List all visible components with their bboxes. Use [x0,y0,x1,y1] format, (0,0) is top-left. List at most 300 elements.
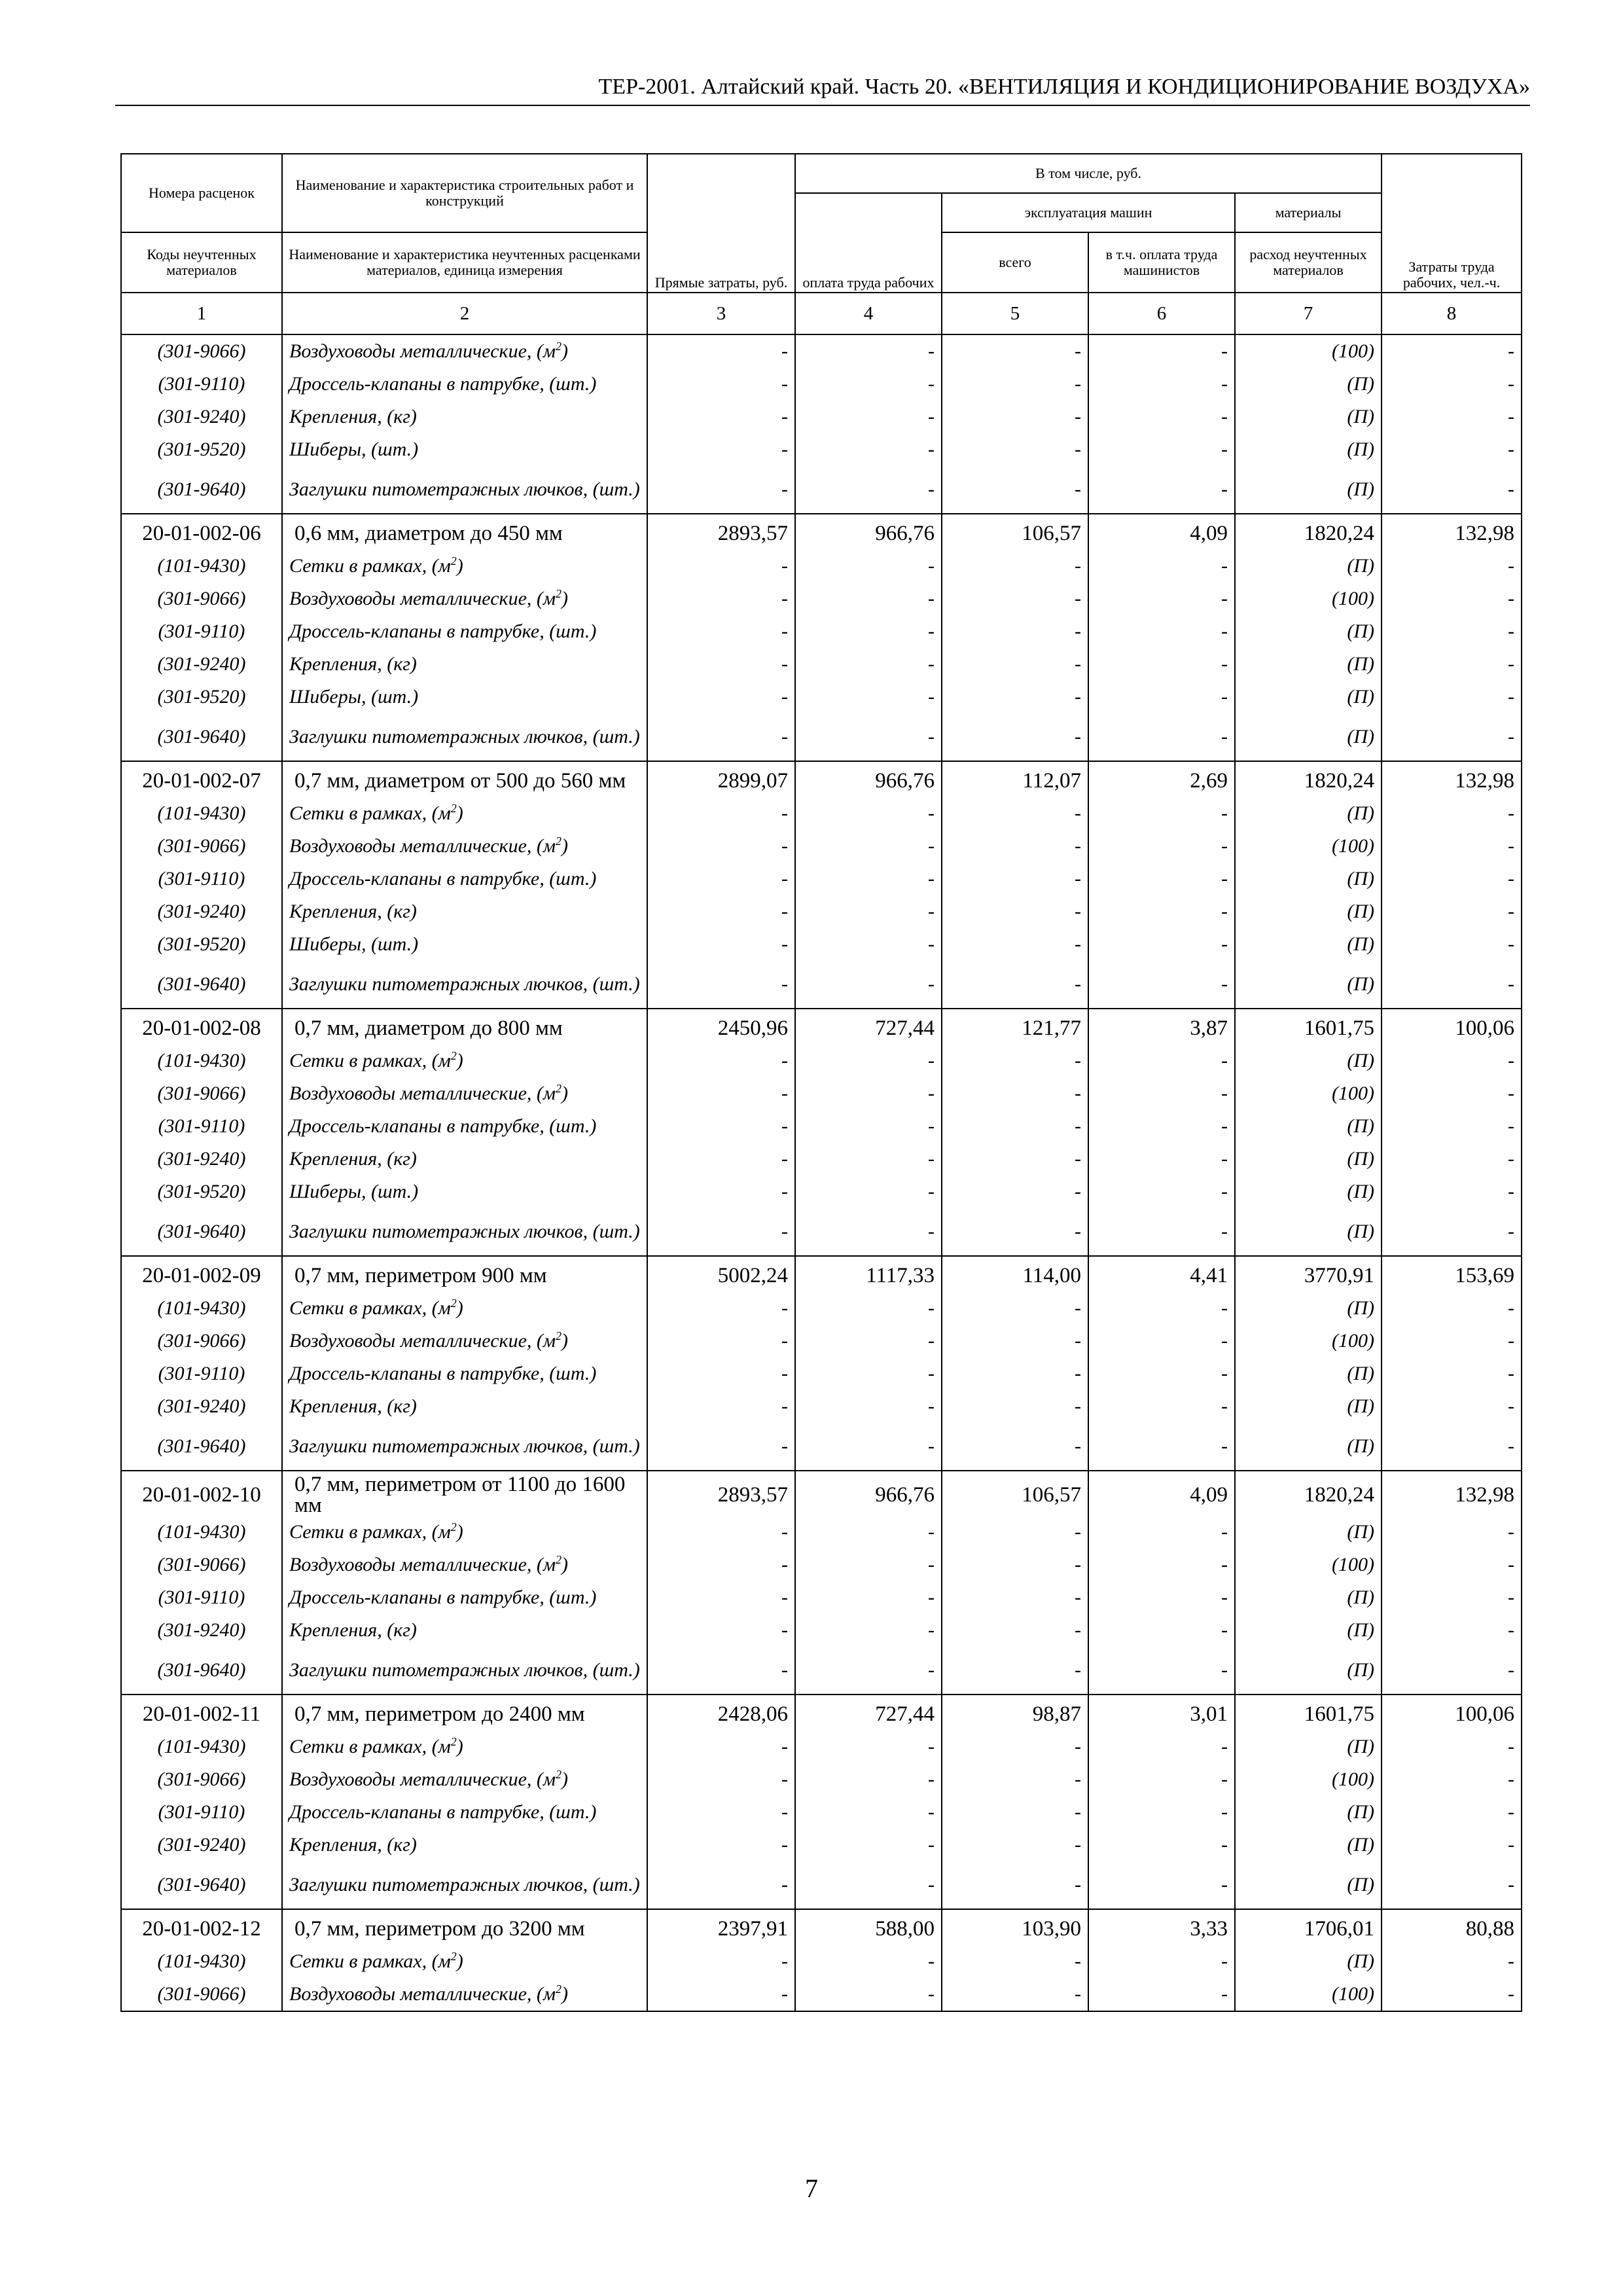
material-machinist-pay-cell: - [1088,1796,1235,1829]
material-materials-cell: (П) [1235,1143,1382,1175]
material-rate-code-cell: (101-9430) [121,550,282,583]
material-materials-cell: (П) [1235,1175,1382,1208]
material-materials-cell: (П) [1235,713,1382,761]
rate-materials-cell: 1601,75 [1235,1695,1382,1731]
material-direct-costs-cell: - [647,615,795,648]
material-name-cell: Дроссель-клапаны в патрубке, (шт.) [282,1357,647,1390]
running-header: ТЕР-2001. Алтайский край. Часть 20. «ВЕНТИЛЯЦИЯ И КОНДИЦИОНИРОВАНИЕ ВОЗДУХА» [598,75,1530,99]
material-row [121,1763,1522,1796]
material-row [121,1581,1522,1614]
material-machinist-pay-cell: - [1088,797,1235,830]
material-name-text: Воздуховоды металлические, (м [289,835,556,857]
material-labor-pay-cell: - [795,550,942,583]
material-name-text: Воздуховоды металлические, (м [289,1554,556,1575]
material-row [121,1292,1522,1325]
material-machines-total-cell: - [942,1175,1088,1208]
material-rate-code-cell: (301-9240) [121,1829,282,1861]
material-direct-costs-cell: - [647,433,795,466]
material-labor-hours-cell: - [1382,583,1522,615]
material-labor-hours-cell: - [1382,1647,1522,1695]
material-labor-pay-cell: - [795,1110,942,1143]
rate-labor-hours-cell: 132,98 [1382,761,1522,797]
material-row [121,1978,1522,2011]
material-labor-hours-cell: - [1382,1077,1522,1110]
material-labor-hours-cell: - [1382,1208,1522,1256]
material-machinist-pay-cell: - [1088,550,1235,583]
material-rate-code-cell: (301-9110) [121,1796,282,1829]
material-machines-total-cell: - [942,1829,1088,1861]
material-materials-cell: (П) [1235,1861,1382,1909]
material-name-cell: Дроссель-клапаны в патрубке, (шт.) [282,1110,647,1143]
material-labor-pay-cell: - [795,334,942,368]
material-direct-costs-cell: - [647,1763,795,1796]
rate-machines-total-cell: 112,07 [942,761,1088,797]
material-machines-total-cell: - [942,1325,1088,1357]
material-name-end: ) [456,1950,463,1972]
material-row [121,1045,1522,1077]
material-direct-costs-cell: - [647,368,795,401]
material-materials-cell: (П) [1235,681,1382,713]
material-direct-costs-cell: - [647,928,795,961]
material-labor-hours-cell: - [1382,1796,1522,1829]
material-labor-hours-cell: - [1382,1614,1522,1647]
column-number: 2 [282,293,647,334]
material-name-cell: Заглушки питометражных лючков, (шт.) [282,1423,647,1471]
material-name-cell [282,1763,647,1796]
material-labor-hours-cell: - [1382,863,1522,895]
material-row [121,1390,1522,1423]
material-labor-hours-cell: - [1382,1861,1522,1909]
material-materials-cell: (П) [1235,1357,1382,1390]
rate-labor-hours-cell: 100,06 [1382,1009,1522,1045]
material-row [121,797,1522,830]
material-labor-pay-cell: - [795,713,942,761]
material-rate-code-cell: (301-9640) [121,961,282,1009]
material-row [121,1357,1522,1390]
material-machines-total-cell: - [942,550,1088,583]
material-labor-pay-cell: - [795,1796,942,1829]
rate-machinist-pay-cell: 4,09 [1088,514,1235,550]
column-number: 5 [942,293,1088,334]
material-row [121,334,1522,368]
rate-labor-hours-cell: 100,06 [1382,1695,1522,1731]
rate-machines-total-cell: 106,57 [942,1471,1088,1516]
material-labor-pay-cell: - [795,1731,942,1763]
material-labor-pay-cell: - [795,1614,942,1647]
material-direct-costs-cell: - [647,1614,795,1647]
material-labor-pay-cell: - [795,1945,942,1978]
rate-machines-total-cell: 98,87 [942,1695,1088,1731]
material-materials-cell: (100) [1235,1978,1382,2011]
material-materials-cell: (П) [1235,863,1382,895]
material-machinist-pay-cell: - [1088,1647,1235,1695]
header-in-total: В том числе, руб. [795,154,1382,193]
header-machines: эксплуатация машин [942,193,1235,232]
material-name-cell: Шиберы, (шт.) [282,433,647,466]
material-row [121,1614,1522,1647]
material-direct-costs-cell: - [647,681,795,713]
header-rule [115,105,1530,106]
material-machinist-pay-cell: - [1088,1978,1235,2011]
material-name-cell [282,1731,647,1763]
unit-exponent: 2 [556,1553,562,1566]
material-name-end: ) [456,802,463,824]
material-name-end: ) [562,1330,569,1352]
rate-labor-hours-cell: 80,88 [1382,1909,1522,1945]
material-machines-total-cell: - [942,1077,1088,1110]
material-rate-code-cell: (301-9640) [121,1647,282,1695]
material-materials-cell: (П) [1235,1829,1382,1861]
material-machines-total-cell: - [942,961,1088,1009]
material-materials-cell: (П) [1235,1516,1382,1549]
material-labor-hours-cell: - [1382,1516,1522,1549]
material-rate-code-cell: (301-9520) [121,681,282,713]
material-name-cell: Крепления, (кг) [282,1829,647,1861]
unit-exponent: 2 [556,1082,562,1095]
material-direct-costs-cell: - [647,863,795,895]
material-row [121,830,1522,863]
material-machines-total-cell: - [942,401,1088,433]
material-machinist-pay-cell: - [1088,1829,1235,1861]
rate-direct-costs-cell: 5002,24 [647,1256,795,1292]
material-direct-costs-cell: - [647,1978,795,2011]
material-name-text: Воздуховоды металлические, (м [289,1768,556,1790]
material-machines-total-cell: - [942,1861,1088,1909]
material-rate-code-cell: (301-9240) [121,648,282,681]
rate-name-cell: 0,7 мм, диаметром от 500 до 560 мм [282,761,647,797]
material-name-end: ) [456,1736,463,1757]
header-work-name: Наименование и характеристика строительных работ и конструкций [282,154,647,232]
material-materials-cell: (П) [1235,1581,1382,1614]
material-rate-code-cell: (301-9066) [121,830,282,863]
material-labor-pay-cell: - [795,1647,942,1695]
rate-machines-total-cell: 103,90 [942,1909,1088,1945]
material-direct-costs-cell: - [647,713,795,761]
material-machines-total-cell: - [942,583,1088,615]
material-rate-code-cell: (301-9240) [121,1614,282,1647]
material-direct-costs-cell: - [647,1077,795,1110]
material-labor-pay-cell: - [795,401,942,433]
material-machinist-pay-cell: - [1088,1390,1235,1423]
material-machinist-pay-cell: - [1088,1077,1235,1110]
rate-name-cell: 0,7 мм, периметром от 1100 до 1600 мм [282,1471,647,1516]
material-name-text: Сетки в рамках, (м [289,555,451,577]
unit-exponent: 2 [556,340,562,353]
material-machines-total-cell: - [942,1763,1088,1796]
material-row [121,895,1522,928]
material-name-text: Сетки в рамках, (м [289,802,451,824]
material-name-cell: Заглушки питометражных лючков, (шт.) [282,1861,647,1909]
material-labor-pay-cell: - [795,1390,942,1423]
material-direct-costs-cell: - [647,1292,795,1325]
material-machinist-pay-cell: - [1088,1423,1235,1471]
material-rate-code-cell: (301-9520) [121,433,282,466]
material-machinist-pay-cell: - [1088,681,1235,713]
material-row [121,1077,1522,1110]
material-machinist-pay-cell: - [1088,1861,1235,1909]
material-machinist-pay-cell: - [1088,648,1235,681]
unit-exponent: 2 [450,802,457,815]
material-machinist-pay-cell: - [1088,1516,1235,1549]
material-materials-cell: (П) [1235,466,1382,514]
material-rate-code-cell: (301-9110) [121,368,282,401]
material-labor-pay-cell: - [795,1763,942,1796]
material-machinist-pay-cell: - [1088,1357,1235,1390]
material-name-cell [282,550,647,583]
material-machines-total-cell: - [942,1978,1088,2011]
material-materials-cell: (П) [1235,961,1382,1009]
rate-row [121,1009,1522,1045]
rate-direct-costs-cell: 2397,91 [647,1909,795,1945]
rate-labor-pay-cell: 588,00 [795,1909,942,1945]
material-machinist-pay-cell: - [1088,466,1235,514]
material-machines-total-cell: - [942,1516,1088,1549]
material-labor-pay-cell: - [795,1516,942,1549]
material-labor-hours-cell: - [1382,1549,1522,1581]
header-unaccounted-materials: расход неучтенных материалов [1235,232,1382,293]
material-name-text: Воздуховоды металлические, (м [289,1083,556,1104]
unit-exponent: 2 [450,1049,457,1062]
material-rate-code-cell: (301-9640) [121,466,282,514]
material-machinist-pay-cell: - [1088,1143,1235,1175]
material-labor-hours-cell: - [1382,615,1522,648]
unit-exponent: 2 [450,1297,457,1310]
material-name-cell: Крепления, (кг) [282,648,647,681]
rate-row [121,1695,1522,1731]
material-direct-costs-cell: - [647,1423,795,1471]
material-machinist-pay-cell: - [1088,713,1235,761]
unit-exponent: 2 [556,834,562,848]
material-direct-costs-cell: - [647,1731,795,1763]
unit-exponent: 2 [450,554,457,567]
material-materials-cell: (П) [1235,797,1382,830]
material-name-text: Сетки в рамках, (м [289,1736,451,1757]
material-labor-hours-cell: - [1382,1581,1522,1614]
material-row [121,1796,1522,1829]
rate-direct-costs-cell: 2450,96 [647,1009,795,1045]
material-labor-pay-cell: - [795,1325,942,1357]
material-machines-total-cell: - [942,334,1088,368]
material-direct-costs-cell: - [647,1516,795,1549]
material-direct-costs-cell: - [647,961,795,1009]
material-row [121,648,1522,681]
material-name-cell [282,1325,647,1357]
material-rate-code-cell: (101-9430) [121,1045,282,1077]
material-labor-pay-cell: - [795,466,942,514]
material-row [121,550,1522,583]
material-rate-code-cell: (301-9240) [121,895,282,928]
header-labor-hours: Затраты труда рабочих, чел.-ч. [1382,154,1522,293]
material-rate-code-cell: (301-9520) [121,1175,282,1208]
material-rate-code-cell: (301-9640) [121,1423,282,1471]
header-materials: материалы [1235,193,1382,232]
material-name-cell [282,1549,647,1581]
material-rate-code-cell: (301-9110) [121,615,282,648]
material-machinist-pay-cell: - [1088,1763,1235,1796]
material-name-end: ) [456,1050,463,1071]
material-machinist-pay-cell: - [1088,1581,1235,1614]
material-machines-total-cell: - [942,1390,1088,1423]
material-labor-pay-cell: - [795,961,942,1009]
material-labor-pay-cell: - [795,830,942,863]
material-name-end: ) [562,340,569,362]
material-row [121,1647,1522,1695]
rate-rate-code-cell: 20-01-002-09 [121,1256,282,1292]
material-rate-code-cell: (101-9430) [121,797,282,830]
material-materials-cell: (П) [1235,368,1382,401]
column-number: 3 [647,293,795,334]
material-materials-cell: (П) [1235,1614,1382,1647]
material-machinist-pay-cell: - [1088,895,1235,928]
material-name-cell [282,1292,647,1325]
material-rate-code-cell: (301-9110) [121,1581,282,1614]
material-rate-code-cell: (301-9066) [121,1978,282,2011]
unit-exponent: 2 [556,1768,562,1781]
material-machinist-pay-cell: - [1088,401,1235,433]
rate-machinist-pay-cell: 3,01 [1088,1695,1235,1731]
material-row [121,1945,1522,1978]
material-machines-total-cell: - [942,1292,1088,1325]
material-materials-cell: (П) [1235,895,1382,928]
column-number: 6 [1088,293,1235,334]
header-material-codes: Коды неучтенных материалов [121,232,282,293]
material-name-end: ) [562,1083,569,1104]
material-rate-code-cell: (301-9520) [121,928,282,961]
material-rate-code-cell: (301-9110) [121,1110,282,1143]
material-materials-cell: (100) [1235,1763,1382,1796]
material-direct-costs-cell: - [647,797,795,830]
material-labor-hours-cell: - [1382,1292,1522,1325]
material-direct-costs-cell: - [647,1143,795,1175]
material-machines-total-cell: - [942,1731,1088,1763]
material-direct-costs-cell: - [647,1110,795,1143]
material-name-cell: Крепления, (кг) [282,1390,647,1423]
material-machinist-pay-cell: - [1088,1945,1235,1978]
material-name-cell: Крепления, (кг) [282,1143,647,1175]
material-labor-hours-cell: - [1382,1763,1522,1796]
material-row [121,433,1522,466]
material-name-cell [282,1077,647,1110]
material-machinist-pay-cell: - [1088,928,1235,961]
material-labor-pay-cell: - [795,648,942,681]
material-name-cell: Дроссель-клапаны в патрубке, (шт.) [282,615,647,648]
rate-machines-total-cell: 106,57 [942,514,1088,550]
material-machines-total-cell: - [942,1614,1088,1647]
material-machinist-pay-cell: - [1088,1110,1235,1143]
material-labor-hours-cell: - [1382,466,1522,514]
material-direct-costs-cell: - [647,648,795,681]
material-name-text: Воздуховоды металлические, (м [289,1330,556,1352]
material-row [121,1325,1522,1357]
material-name-text: Воздуховоды металлические, (м [289,588,556,609]
rate-rate-code-cell: 20-01-002-10 [121,1471,282,1516]
material-machinist-pay-cell: - [1088,1614,1235,1647]
material-name-end: ) [562,1983,569,2005]
header-direct-costs: Прямые затраты, руб. [647,154,795,293]
material-machinist-pay-cell: - [1088,1175,1235,1208]
material-labor-pay-cell: - [795,1978,942,2011]
rate-direct-costs-cell: 2428,06 [647,1695,795,1731]
material-labor-hours-cell: - [1382,1731,1522,1763]
rate-rate-code-cell: 20-01-002-07 [121,761,282,797]
rate-labor-pay-cell: 727,44 [795,1695,942,1731]
material-labor-pay-cell: - [795,797,942,830]
material-labor-pay-cell: - [795,1175,942,1208]
unit-exponent: 2 [556,1982,562,1996]
unit-exponent: 2 [556,1329,562,1342]
material-direct-costs-cell: - [647,1175,795,1208]
rate-name-cell: 0,7 мм, периметром до 2400 мм [282,1695,647,1731]
material-materials-cell: (100) [1235,334,1382,368]
material-name-end: ) [562,1768,569,1790]
rate-labor-pay-cell: 1117,33 [795,1256,942,1292]
material-labor-hours-cell: - [1382,1423,1522,1471]
material-rate-code-cell: (301-9240) [121,401,282,433]
material-machinist-pay-cell: - [1088,583,1235,615]
column-number: 7 [1235,293,1382,334]
material-labor-pay-cell: - [795,1077,942,1110]
material-machines-total-cell: - [942,713,1088,761]
material-rate-code-cell: (301-9110) [121,1357,282,1390]
material-labor-pay-cell: - [795,1861,942,1909]
material-name-cell: Шиберы, (шт.) [282,928,647,961]
rate-machinist-pay-cell: 3,87 [1088,1009,1235,1045]
material-machinist-pay-cell: - [1088,961,1235,1009]
material-machinist-pay-cell: - [1088,1045,1235,1077]
material-machines-total-cell: - [942,1208,1088,1256]
material-rate-code-cell: (301-9066) [121,1549,282,1581]
material-name-cell: Дроссель-клапаны в патрубке, (шт.) [282,368,647,401]
material-labor-pay-cell: - [795,615,942,648]
material-rate-code-cell: (101-9430) [121,1292,282,1325]
rate-machines-total-cell: 114,00 [942,1256,1088,1292]
header-labor-pay: оплата труда рабочих [795,193,942,293]
rate-row [121,1909,1522,1945]
material-machinist-pay-cell: - [1088,1549,1235,1581]
material-machines-total-cell: - [942,1647,1088,1695]
material-machinist-pay-cell: - [1088,830,1235,863]
material-name-cell [282,1516,647,1549]
material-labor-hours-cell: - [1382,1390,1522,1423]
header-machines-total: всего [942,232,1088,293]
material-rate-code-cell: (301-9066) [121,1325,282,1357]
material-row [121,1208,1522,1256]
header-rate-number: Номера расценок [121,154,282,232]
material-labor-pay-cell: - [795,1143,942,1175]
material-machines-total-cell: - [942,681,1088,713]
material-row [121,681,1522,713]
material-rate-code-cell: (301-9066) [121,334,282,368]
material-labor-hours-cell: - [1382,928,1522,961]
material-name-text: Сетки в рамках, (м [289,1297,451,1319]
rate-row [121,1471,1522,1516]
rate-labor-pay-cell: 966,76 [795,1471,942,1516]
rate-machinist-pay-cell: 2,69 [1088,761,1235,797]
material-materials-cell: (П) [1235,1796,1382,1829]
material-name-cell: Крепления, (кг) [282,401,647,433]
material-name-cell: Заглушки питометражных лючков, (шт.) [282,713,647,761]
material-direct-costs-cell: - [647,1945,795,1978]
material-labor-hours-cell: - [1382,1175,1522,1208]
material-labor-pay-cell: - [795,1829,942,1861]
column-number: 1 [121,293,282,334]
material-machinist-pay-cell: - [1088,1292,1235,1325]
material-direct-costs-cell: - [647,401,795,433]
material-name-end: ) [562,835,569,857]
material-labor-pay-cell: - [795,433,942,466]
rate-row [121,761,1522,797]
material-row [121,1829,1522,1861]
